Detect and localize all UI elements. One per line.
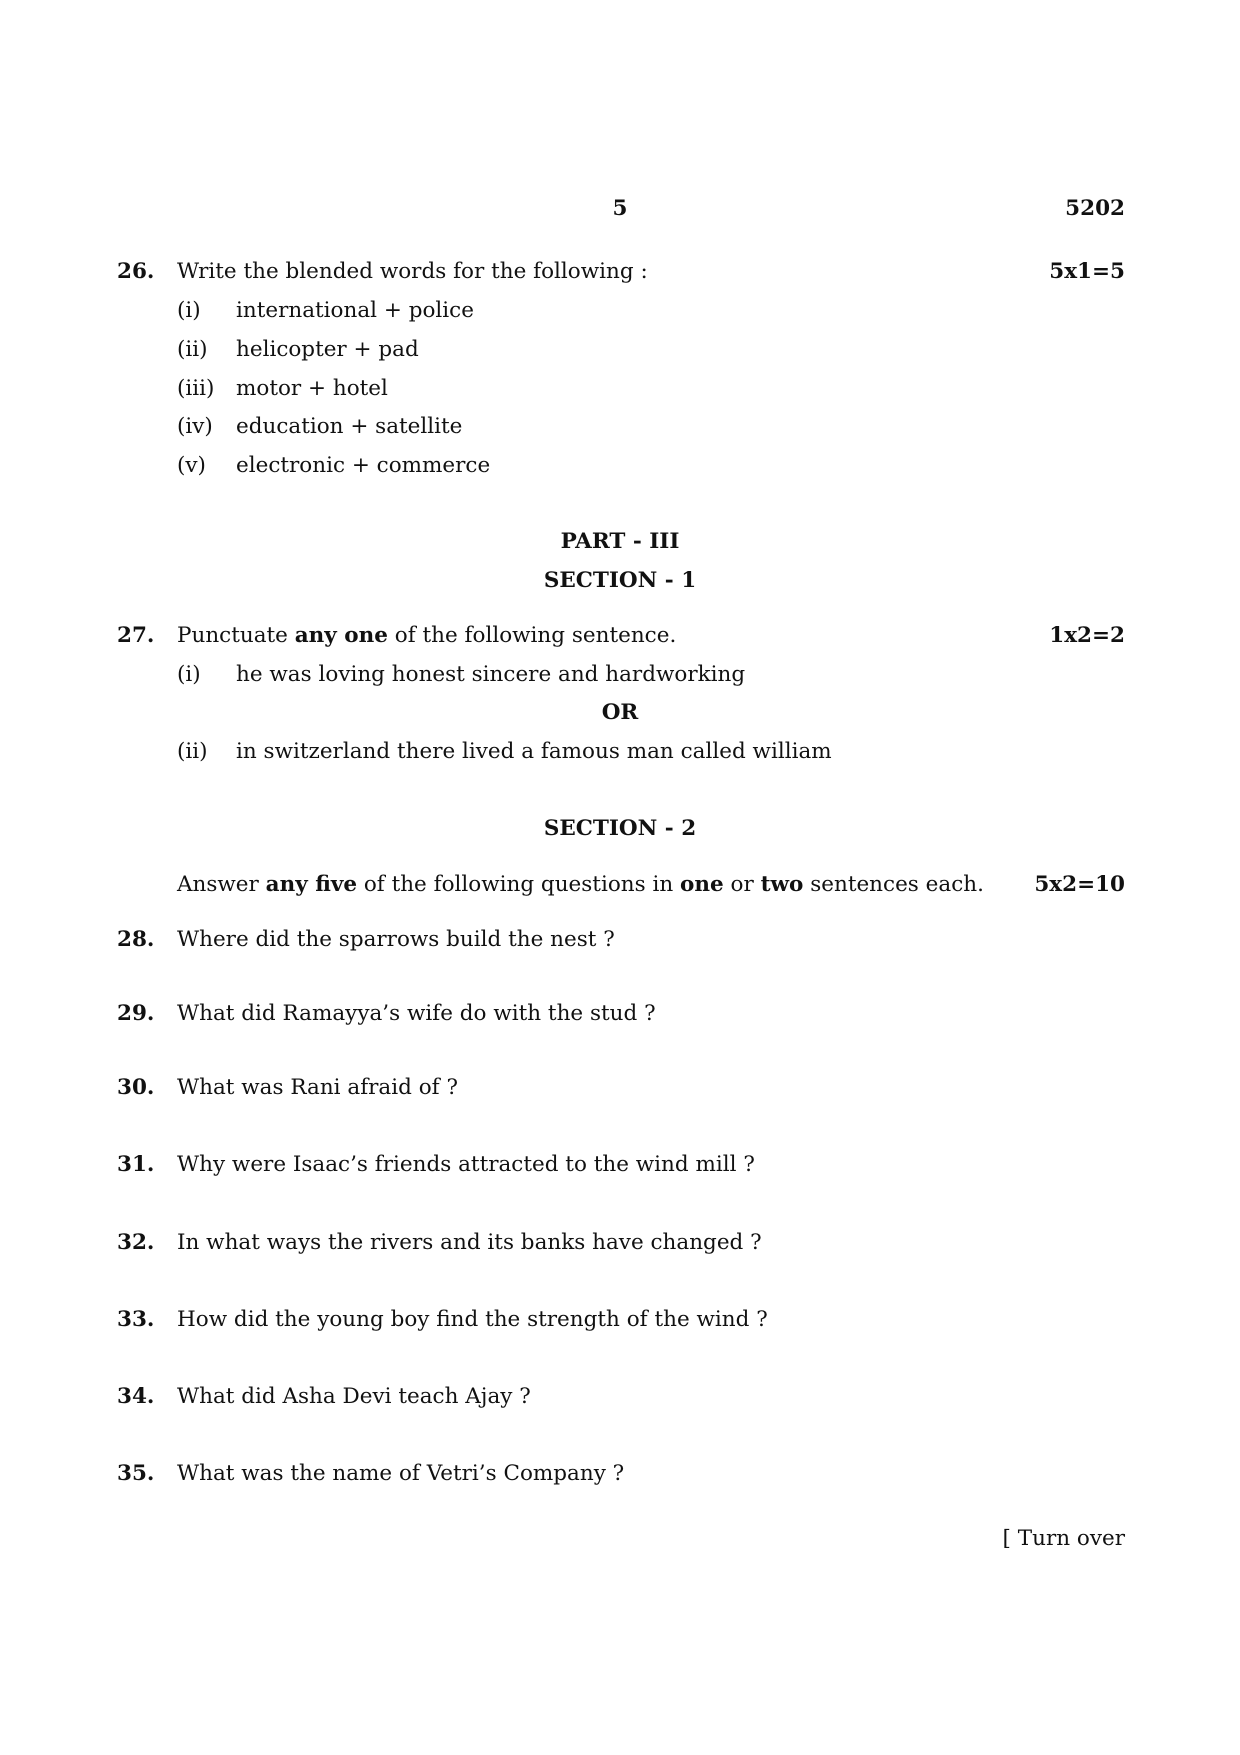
sub-item-text: helicopter + pad xyxy=(236,337,419,362)
question-number-31: 31. xyxy=(117,1152,155,1177)
marks-26: 5x1=5 xyxy=(1049,259,1125,284)
question-number-34: 34. xyxy=(117,1384,155,1409)
sub-item-text: in switzerland there lived a famous man called william xyxy=(236,739,832,764)
question-text-35: What was the name of Vetri’s Company ? xyxy=(177,1461,625,1486)
page-number: 5 xyxy=(612,196,628,221)
roman-numeral: (i) xyxy=(177,298,201,323)
question-text-29: What did Ramayya’s wife do with the stud ? xyxy=(177,1001,656,1026)
roman-numeral: (ii) xyxy=(177,739,208,764)
question-text-27: Punctuate any one of the following sentence. xyxy=(177,623,677,648)
sub-item-text: international + police xyxy=(236,298,474,323)
section-1-heading: SECTION - 1 xyxy=(543,568,697,593)
part-heading: PART - III xyxy=(560,529,680,554)
question-text-32: In what ways the rivers and its banks have changed ? xyxy=(177,1230,762,1255)
question-number-32: 32. xyxy=(117,1230,155,1255)
paper-code: 5202 xyxy=(1065,196,1125,221)
question-number-27: 27. xyxy=(117,623,155,648)
roman-numeral: (i) xyxy=(177,662,201,687)
question-text-30: What was Rani afraid of ? xyxy=(177,1075,458,1100)
roman-numeral: (v) xyxy=(177,453,206,478)
marks-27: 1x2=2 xyxy=(1049,623,1125,648)
or-label: OR xyxy=(601,700,639,725)
question-text-34: What did Asha Devi teach Ajay ? xyxy=(177,1384,531,1409)
sub-item-text: he was loving honest sincere and hardworking xyxy=(236,662,746,687)
turn-over-note: [ Turn over xyxy=(1002,1526,1125,1551)
roman-numeral: (iv) xyxy=(177,414,213,439)
section-2-instruction: Answer any five of the following questions in one or two sentences each. xyxy=(177,872,984,897)
question-text-26: Write the blended words for the following : xyxy=(177,259,648,284)
sub-item-text: motor + hotel xyxy=(236,376,388,401)
marks-section-2: 5x2=10 xyxy=(1034,872,1125,897)
question-number-30: 30. xyxy=(117,1075,155,1100)
sub-item-text: electronic + commerce xyxy=(236,453,491,478)
question-number-35: 35. xyxy=(117,1461,155,1486)
roman-numeral: (iii) xyxy=(177,376,215,401)
question-number-33: 33. xyxy=(117,1307,155,1332)
question-number-26: 26. xyxy=(117,259,155,284)
roman-numeral: (ii) xyxy=(177,337,208,362)
section-2-heading: SECTION - 2 xyxy=(543,816,697,841)
question-number-29: 29. xyxy=(117,1001,155,1026)
question-number-28: 28. xyxy=(117,927,155,952)
question-text-33: How did the young boy find the strength of the wind ? xyxy=(177,1307,768,1332)
sub-item-text: education + satellite xyxy=(236,414,463,439)
question-text-28: Where did the sparrows build the nest ? xyxy=(177,927,615,952)
question-text-31: Why were Isaac’s friends attracted to the wind mill ? xyxy=(177,1152,755,1177)
